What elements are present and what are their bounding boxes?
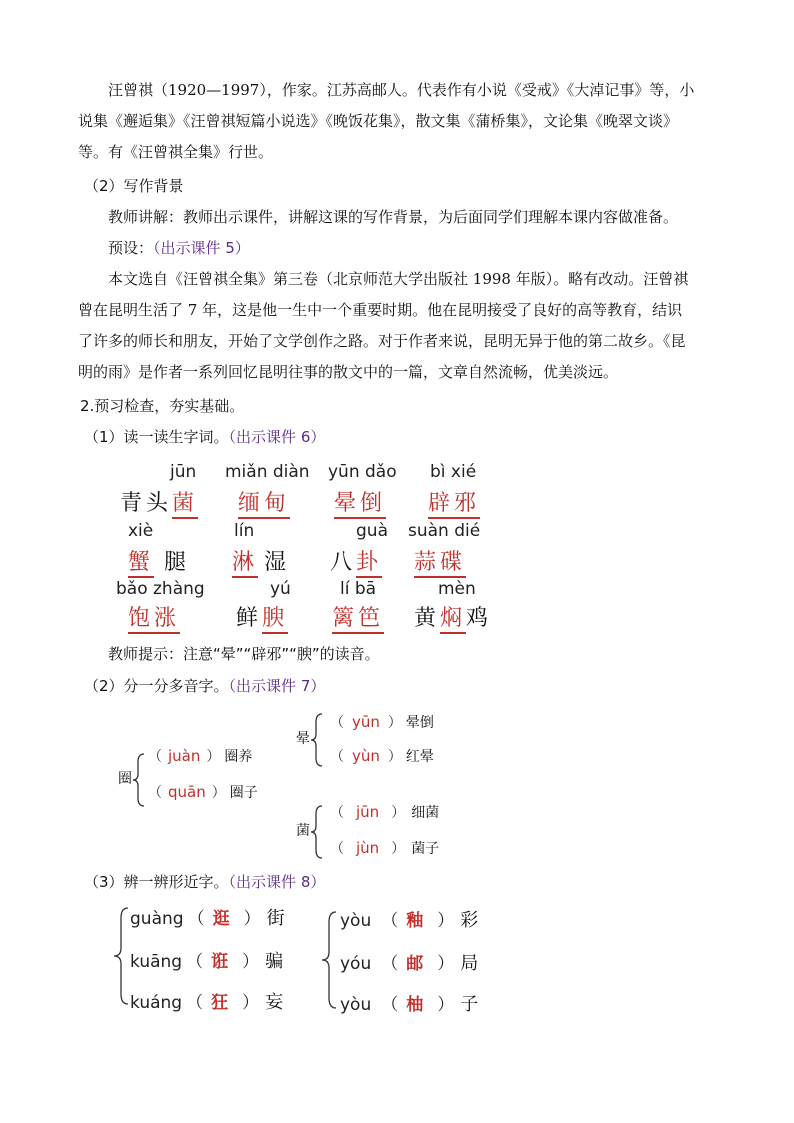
vocab-py: lín bbox=[234, 521, 255, 541]
intro-line-2: 说集《邂逅集》《汪曾祺短篇小说选》《晚饭花集》，散文集《蒲桥集》，文论集《晚翠文谈》 bbox=[78, 112, 679, 130]
intro-line-1: 汪曾祺（1920—1997），作家。江苏高邮人。代表作有小说《受戒》《大淖记事》等，小 bbox=[108, 81, 695, 99]
background-p3: 了许多的师长和朋友，开始了文学创作之路。对于作者来说，昆明无异于他的第二故乡。《昆 bbox=[78, 332, 686, 350]
vocab-word: 缅甸 bbox=[238, 486, 290, 517]
read-heading bbox=[84, 423, 325, 451]
poly-row: （ jùn ） 菌子 bbox=[330, 839, 440, 857]
vocab-py: lí bā bbox=[340, 579, 377, 599]
vocab-py: suàn dié bbox=[408, 521, 481, 541]
vocab-word: 鲜腴 bbox=[236, 601, 288, 632]
sim-row: guàng （ 逛 ） 街 bbox=[130, 908, 285, 929]
vocab-word: 辟邪 bbox=[428, 486, 480, 517]
preset-label: 预设： bbox=[108, 239, 154, 257]
brace-icon bbox=[310, 712, 324, 768]
background-p1: 本文选自《汪曾祺全集》第三卷（北京师范大学出版社 1998 年版）。略有改动。汪曾祺 bbox=[108, 270, 689, 288]
intro-line-3: 等。有《汪曾祺全集》行世。 bbox=[78, 143, 274, 161]
read-slide-ref: （出示课件 6） bbox=[228, 428, 326, 446]
vocab-word: 篱笆 bbox=[332, 601, 384, 632]
vocab-word: 晕倒 bbox=[334, 486, 386, 517]
read-heading-text: （1）读一读生字词。 bbox=[84, 428, 229, 446]
vocab-py: bì xié bbox=[430, 462, 477, 482]
poly-slide-ref: （出示课件 7） bbox=[228, 677, 326, 695]
background-heading: （2）写作背景 bbox=[84, 177, 184, 195]
sim-row: yòu （ 釉 ） 彩 bbox=[340, 910, 479, 931]
brace-icon bbox=[112, 906, 130, 1006]
background-p2: 曾在昆明生活了 7 年，这是他一生中一个重要时期。他在昆明接受了良好的高等教育，结识 bbox=[78, 301, 683, 319]
vocab-py: miǎn diàn bbox=[225, 462, 310, 482]
sim-row: kuáng （ 狂 ） 妄 bbox=[130, 992, 284, 1013]
vocab-word: 蒜碟 bbox=[414, 545, 466, 576]
vocab-word: 青头菌 bbox=[120, 486, 198, 517]
poly-heading: （2）分一分多音字。（出示课件 7） bbox=[84, 677, 326, 695]
background-p4: 明的雨》是作者一系列回忆昆明往事的散文中的一篇，文章自然流畅，优美淡远。 bbox=[78, 363, 619, 381]
vocab-py: yūn dǎo bbox=[328, 462, 397, 482]
poly-char-yun: 晕 bbox=[296, 731, 310, 747]
vocab-py: guà bbox=[356, 521, 388, 541]
vocab-py: yú bbox=[270, 579, 291, 599]
background-preset bbox=[108, 234, 250, 262]
vocab-word: 蟹 腿 bbox=[128, 545, 190, 576]
vocab-py: xiè bbox=[128, 521, 154, 541]
vocab-word: 饱涨 bbox=[128, 601, 180, 632]
sim-row: yòu （ 柚 ） 子 bbox=[340, 994, 479, 1015]
poly-row: （ yūn ） 晕倒 bbox=[330, 713, 434, 731]
vocab-py: mèn bbox=[438, 579, 476, 599]
vocab-py: bǎo zhàng bbox=[116, 579, 205, 599]
vocab-word: 淋 湿 bbox=[232, 545, 290, 576]
sim-heading: （3）辨一辨形近字。（出示课件 8） bbox=[84, 873, 326, 891]
brace-icon bbox=[132, 752, 146, 808]
teacher-tip: 教师提示：注意“晕”“辟邪”“腴”的读音。 bbox=[108, 645, 380, 663]
vocab-word: 黄焖鸡 bbox=[414, 601, 492, 632]
poly-row: （ quān ） 圈子 bbox=[148, 783, 258, 801]
sim-row: kuāng （ 诳 ） 骗 bbox=[130, 951, 284, 972]
poly-row: （ juàn ） 圈养 bbox=[148, 747, 253, 765]
poly-char-quan: 圈 bbox=[118, 771, 132, 787]
vocab-py: jūn bbox=[170, 462, 197, 482]
background-teacher-text: 教师讲解：教师出示课件，讲解这课的写作背景，为后面同学们理解本课内容做准备。 bbox=[108, 208, 679, 226]
vocab-word: 八卦 bbox=[330, 545, 382, 576]
poly-row: （ jūn ） 细菌 bbox=[330, 803, 440, 821]
sim-slide-ref: （出示课件 8） bbox=[228, 873, 326, 891]
preview-heading: 2.预习检查，夯实基础。 bbox=[80, 397, 245, 415]
preset-slide-ref: （出示课件 5） bbox=[153, 239, 250, 257]
brace-icon bbox=[310, 804, 324, 860]
brace-icon bbox=[320, 910, 338, 1010]
poly-char-jun: 菌 bbox=[296, 823, 310, 839]
poly-row: （ yùn ） 红晕 bbox=[330, 747, 434, 765]
sim-row: yóu （ 邮 ） 局 bbox=[340, 953, 479, 974]
